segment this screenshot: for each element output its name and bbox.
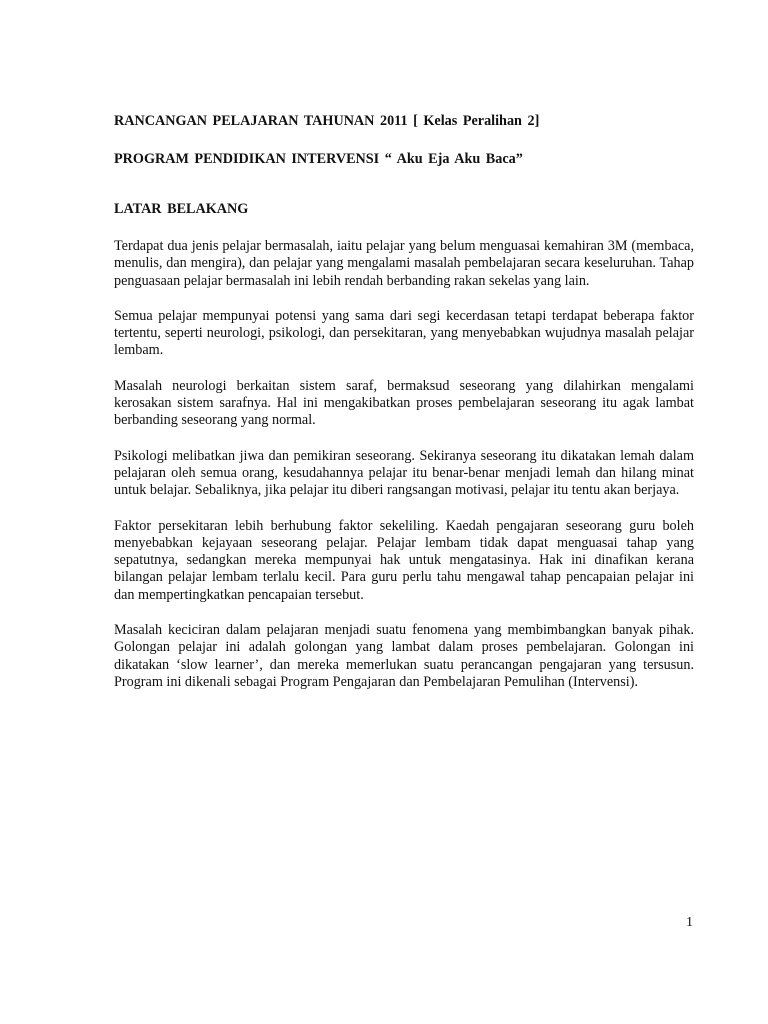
paragraph-factors: Semua pelajar mempunyai potensi yang sama dari segi kecerdasan tetapi terdapat beberapa faktor tertentu, seperti neurologi, psikologi, dan persekitaran, yang menyebabkan wujudnya masalah pelajar lembam. [114,307,694,359]
paragraph-psychology: Psikologi melibatkan jiwa dan pemikiran seseorang. Sekiranya seseorang itu dikatakan lemah dalam pelajaran oleh semua orang, kesudahannya pelajar itu benar-benar menjadi lemah dan hilang minat untuk belajar. Sebaliknya, jika pelajar itu diberi rangsangan motivasi, pelajar itu tentu akan berjaya. [114,447,694,499]
paragraph-intro: Terdapat dua jenis pelajar bermasalah, iaitu pelajar yang belum menguasai kemahiran 3M (membaca, menulis, dan mengira), dan pelajar yang mengalami masalah pembelajaran secara keseluruhan. Tahap penguasaan pelajar bermasalah ini lebih rendah berbanding rakan sekelas yang lain. [114,238,694,289]
paragraph-neurology: Masalah neurologi berkaitan sistem saraf, bermaksud seseorang yang dilahirkan mengalami kerosakan sistem sarafnya. Hal ini mengakibatkan proses pembelajaran seseorang itu agak lambat berbanding seseorang yang normal. [114,377,694,429]
document-content [114,112,694,709]
document-title: RANCANGAN PELAJARAN TAHUNAN 2011 [ Kelas Peralihan 2] [114,113,540,129]
paragraph-environment: Faktor persekitaran lebih berhubung faktor sekeliling. Kaedah pengajaran seseorang guru boleh menyebabkan kejayaan seseorang pelajar. Pelajar lembam tidak dapat menguasai tahap yang sepatutnya, sedangkan mereka mempunyai hak untuk mengatasinya. Hak ini dinafikan kerana bilangan pelajar lembam terlalu kecil. Para guru perlu tahu mengawal tahap pencapaian pelajar ini dan mempertingkatkan pencapaian tersebut. [114,517,694,603]
program-title: PROGRAM PENDIDIKAN INTERVENSI “ Aku Eja Aku Baca” [114,151,523,167]
page-number: 1 [686,915,693,930]
section-heading: LATAR BELAKANG [114,201,249,217]
paragraph-dropout: Masalah keciciran dalam pelajaran menjadi suatu fenomena yang membimbangkan banyak pihak. Golongan pelajar ini adalah golongan yang lambat dalam proses pembelajaran. Golongan ini dikatakan ‘slow learner’, dan mereka memerlukan suatu perancangan pengajaran yang tersusun. Program ini dikenali sebagai Program Pengajaran dan Pembelajaran Pemulihan (Intervensi). [114,622,694,690]
